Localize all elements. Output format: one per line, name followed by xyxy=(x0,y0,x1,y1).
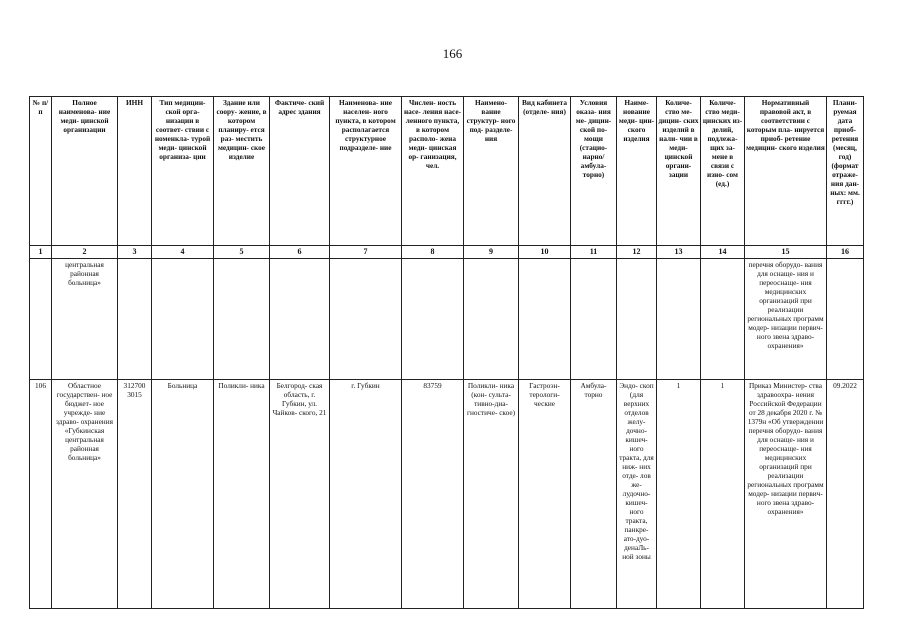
cell-empty xyxy=(330,259,402,380)
header-cell-purchase-date: Плани- руемая дата приоб- ретения (месяц, год) (формат отраже- ния дан- ных: мм. гггг.) xyxy=(827,97,864,246)
cell-org-name: центральная районная больница» xyxy=(52,259,118,380)
cell-subdivision: Поликли- ника (кон- сульта- тивно-диа- гностиче- ское) xyxy=(464,380,519,609)
equipment-table xyxy=(29,96,864,609)
cell-normative-act: перечня оборудо- вания для оснаще- ния и переоснаще- ния медицинских организаций при реализации региональных программ модер- низации первич- ного звена здраво- охранения» xyxy=(745,259,827,380)
cell-cabinet: Гастроэн- терологи- ческие xyxy=(519,380,571,609)
header-cell-address: Фактиче- ский адрес здания xyxy=(270,97,330,246)
cell-address: Белгород- ская область, г. Губкин, ул. Чайков- ского, 21 xyxy=(270,380,330,609)
column-number-row xyxy=(30,246,864,259)
header-cell-building: Здание или соору- жение, в котором планиру- ется раз- местить медицин- ское изделие xyxy=(214,97,270,246)
column-number: 7 xyxy=(330,246,402,259)
column-number: 15 xyxy=(745,246,827,259)
header-cell-normative-act: Нормативный правовой акт, в соответствии с которым пла- нируется приоб- ретение медицин- ского изделия xyxy=(745,97,827,246)
column-number: 1 xyxy=(30,246,52,259)
header-cell-org-type: Тип медицин- ской орга- низации в соответ- ствии с номенкла- турой меди- цинской организа- ции xyxy=(152,97,214,246)
header-cell-population: Числен- ность насе- ления насе- ленного пункта, в котором располо- жена меди- цинская ор- ганизация, чел. xyxy=(402,97,464,246)
header-cell-subdivision: Наимено- вание структур- ного под- разделе- ния xyxy=(464,97,519,246)
cell-device: Эндо- скоп (для верхних отделов желу- дочно- кишеч- ного тракта, для ниж- них отде- лов же- лудочно- кишеч- ного тракта, панкре- ато-дуо- денаЛь- ной зоны xyxy=(617,380,657,609)
cell-num: 106 xyxy=(30,380,52,609)
column-number: 8 xyxy=(402,246,464,259)
cell-empty xyxy=(214,259,270,380)
column-number: 11 xyxy=(571,246,617,259)
cell-org-name: Областное государствен- ное бюджет- ное учрежде- ние здраво- охранения «Губкинская центральная районная больница» xyxy=(52,380,118,609)
table-row-106 xyxy=(30,380,864,609)
cell-settlement: г. Губкин xyxy=(330,380,402,609)
cell-empty xyxy=(617,259,657,380)
cell-population: 83759 xyxy=(402,380,464,609)
table-row-continued xyxy=(30,259,864,380)
column-number: 12 xyxy=(617,246,657,259)
column-number: 10 xyxy=(519,246,571,259)
cell-empty xyxy=(657,259,701,380)
column-number: 6 xyxy=(270,246,330,259)
header-cell-qty-available: Количе- ство ме- дицин- ских изделий в нали- чии в меди- цинской органи- зации xyxy=(657,97,701,246)
column-number: 2 xyxy=(52,246,118,259)
cell-empty xyxy=(571,259,617,380)
column-number: 13 xyxy=(657,246,701,259)
header-cell-device: Наиме- нование меди- цин- ского изделия xyxy=(617,97,657,246)
header-cell-qty-replace: Количе- ство меди- цинских из- делий, подлежа- щих за- мене в связи с изно- сом (ед.) xyxy=(701,97,745,246)
header-cell-inn: ИНН xyxy=(118,97,152,246)
cell-empty xyxy=(827,259,864,380)
cell-qty-replace: 1 xyxy=(701,380,745,609)
cell-empty xyxy=(270,259,330,380)
header-cell-conditions: Условия оказа- ния ме- дицин- ской по- мощи (стацио- нарно/ амбула- торно) xyxy=(571,97,617,246)
column-number: 5 xyxy=(214,246,270,259)
cell-empty xyxy=(30,259,52,380)
column-number: 16 xyxy=(827,246,864,259)
column-number: 14 xyxy=(701,246,745,259)
column-number: 9 xyxy=(464,246,519,259)
cell-empty xyxy=(118,259,152,380)
cell-empty xyxy=(464,259,519,380)
cell-conditions: Амбула- торно xyxy=(571,380,617,609)
header-cell-org-name: Полное наименова- ние меди- цинской организации xyxy=(52,97,118,246)
column-number: 3 xyxy=(118,246,152,259)
cell-inn: 312700 3015 xyxy=(118,380,152,609)
header-cell-cabinet: Вид кабинета (отделе- ния) xyxy=(519,97,571,246)
cell-empty xyxy=(519,259,571,380)
cell-qty-available: 1 xyxy=(657,380,701,609)
page-number: 166 xyxy=(442,46,463,61)
header-row xyxy=(30,97,864,246)
cell-empty xyxy=(402,259,464,380)
header-cell-num: № п/п xyxy=(30,97,52,246)
cell-building: Поликли- ника xyxy=(214,380,270,609)
cell-normative-act: Приказ Министер- ства здравоохра- нения Российской Федерации от 28 декабря 2020 г. № 1379н «Об утверждении перечня оборудо- вания для оснаще- ния и переоснаще- ния медицинских организаций при реализации региональных программ модер- низации первич- ного звена здраво- охранения» xyxy=(745,380,827,609)
cell-org-type: Больница xyxy=(152,380,214,609)
cell-purchase-date: 09.2022 xyxy=(827,380,864,609)
header-cell-settlement: Наименова- ние населен- ного пункта, в котором располагается структурное подразделе- ние xyxy=(330,97,402,246)
cell-empty xyxy=(152,259,214,380)
cell-empty xyxy=(701,259,745,380)
column-number: 4 xyxy=(152,246,214,259)
